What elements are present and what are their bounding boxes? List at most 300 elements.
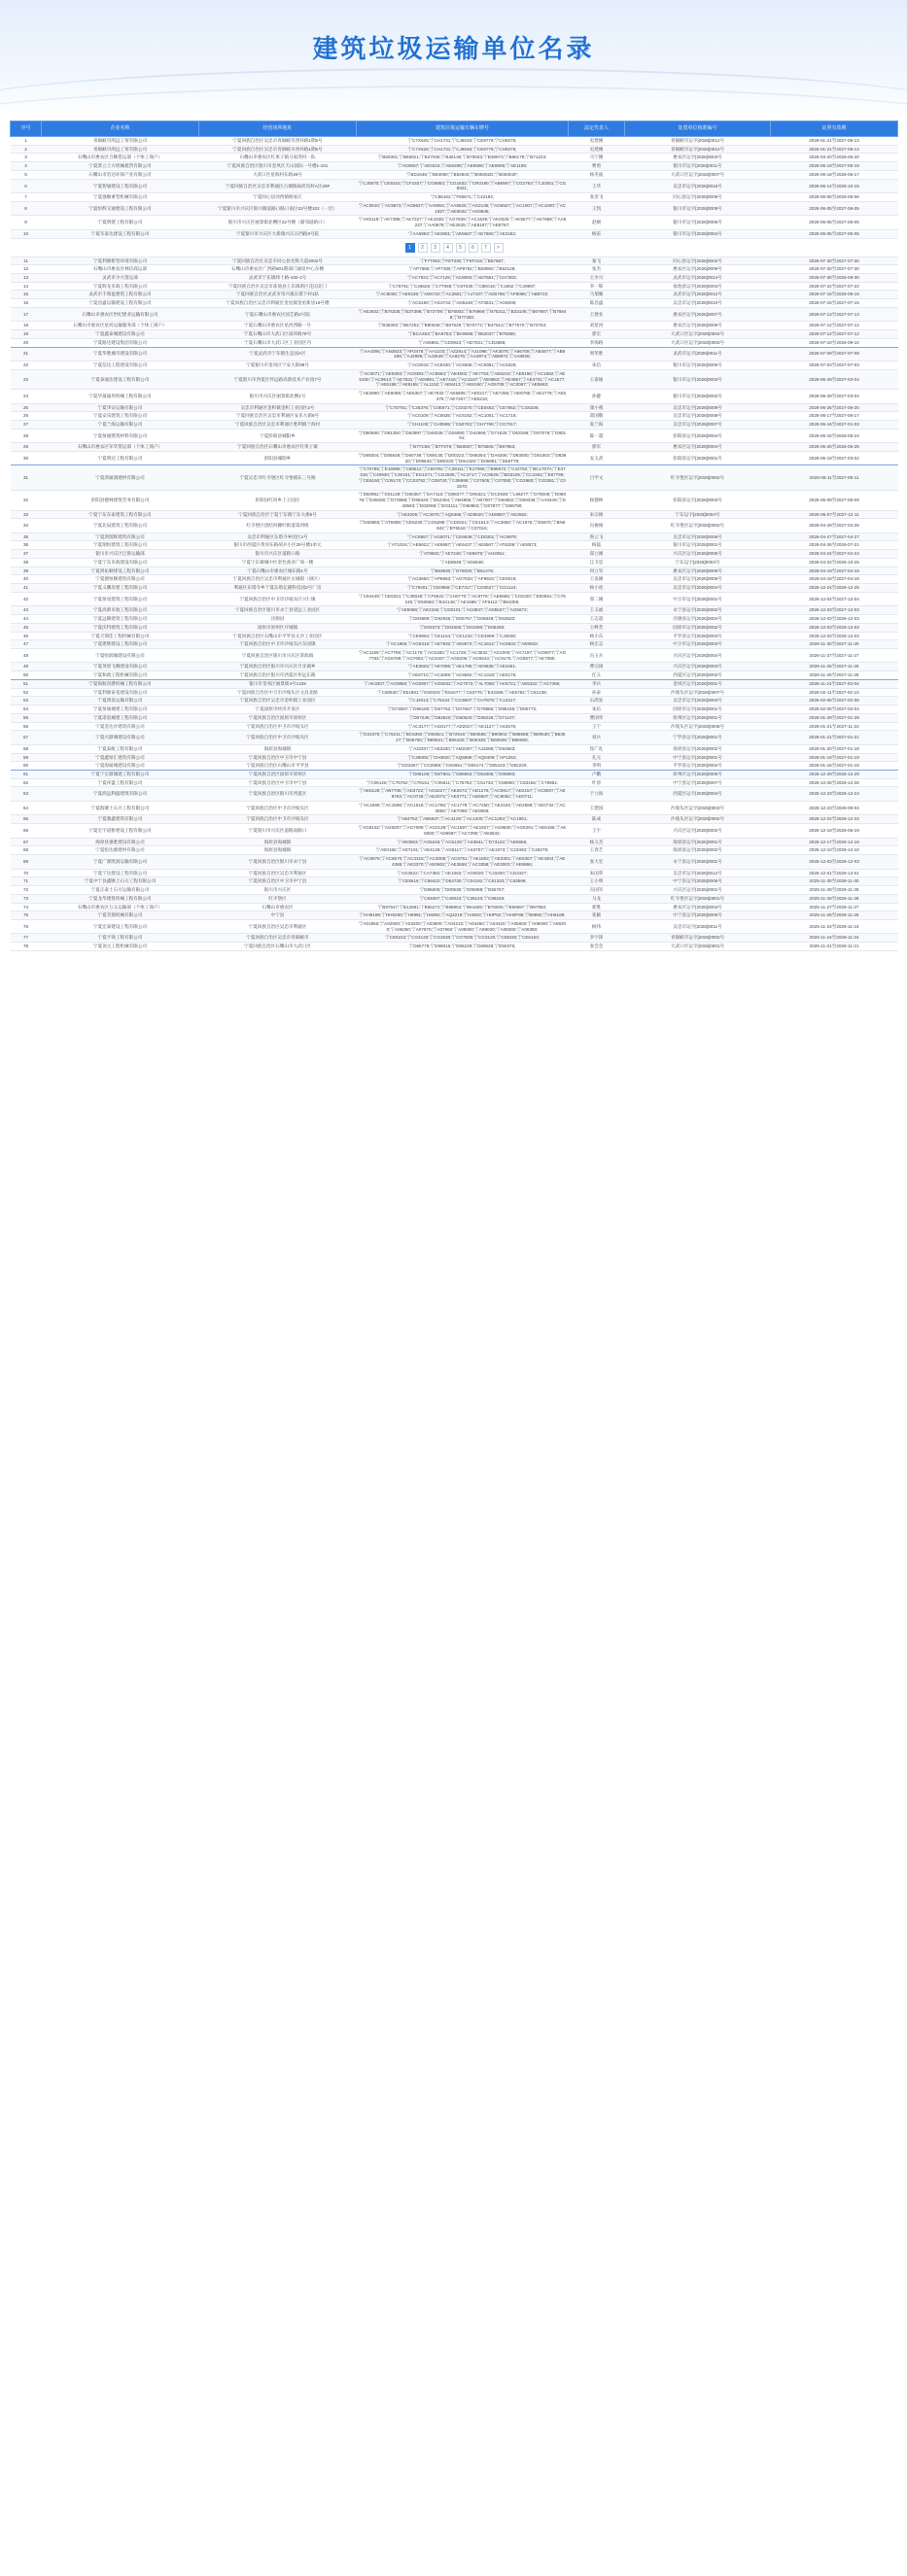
table-row: [11, 390, 898, 403]
cell-address: 银川市兴庆区: [199, 886, 357, 895]
cell-index: 16: [11, 299, 42, 308]
cell-address: 宁夏回族自治区中卫市沙坡头区: [199, 722, 357, 731]
cell-plates: 宁C79401;宁CE0958;宁CE7317;宁CG0527;宁CG1124;: [357, 584, 569, 593]
cell-legal-rep: 李海路: [569, 338, 625, 347]
cell-company-name: 宁夏兴鼎城建设有限公司: [42, 731, 199, 744]
cell-plates: 宁AK3307;宁AG0850;宁AG0907;宁AG6032;宁AG7073;宁AL7060;宁AK5721;宁AE5322;宁AG7369;: [357, 679, 569, 688]
cell-company-name: 宁夏鸿远利盛建筑有限公司: [42, 787, 199, 801]
table-row: [11, 663, 898, 671]
cell-legal-rep: 王峥芳: [569, 623, 625, 632]
cell-legal-rep: 孔元: [569, 753, 625, 762]
cell-address: 宁夏回族自治区吴忠市金积镇工业园区: [199, 697, 357, 705]
cell-validity: 2025-12-01至2026-12-01: [771, 869, 898, 877]
cell-address: 宁夏回族自治区吴忠市青铜峡市: [199, 934, 357, 943]
cell-plates: 宁F7T063;宁F6T330;宁F6T015;宁B67687;: [357, 257, 569, 265]
cell-license-no: 吴忠市运字[2026]0015号: [625, 179, 771, 192]
cell-company-name: 宁夏顶元工程机械有限公司: [42, 943, 199, 951]
cell-index: 15: [11, 291, 42, 299]
table-row: [11, 558, 898, 567]
cell-company-name: 宁夏智通建设工程有限公司: [42, 179, 199, 192]
pagination-page-button[interactable]: 1: [405, 243, 415, 253]
cell-index: 33: [11, 510, 42, 519]
cell-company-name: 宁夏义鹏房建工程有限公司: [42, 584, 199, 593]
cell-address: 红寺堡区: [199, 894, 357, 903]
cell-plates: 宁A01950;宁A02600;宁A03200;宁A03600;宁A04210;宁A04450;宁A04420;宁A05600;宁A06000;宁A06200;宁A06250;宁A07970;宁A07960;宁A08000;宁A08020;宁A08280;宁A08350;: [357, 919, 569, 933]
pagination-page-button[interactable]: 3: [431, 243, 440, 253]
cell-validity: 2026-07-30至2027-07-30: [771, 257, 898, 265]
cell-plates: 宁C86162;宁F80671;宁C42192;: [357, 193, 569, 202]
cell-index: 47: [11, 640, 42, 649]
pagination-page-button[interactable]: 2: [418, 243, 428, 253]
table-row: [11, 787, 898, 801]
cell-license-no: 宁东运字[2026]0004号: [625, 510, 771, 519]
cell-address: 宁夏回族自治区宁夏宁东镇宁东大街5号: [199, 510, 357, 519]
cell-validity: 2025-12-29至2026-12-29: [771, 771, 898, 779]
cell-legal-rep: 康小燕: [569, 403, 625, 412]
table-row: [11, 762, 898, 771]
table-row: [11, 216, 898, 229]
cell-validity: 2026-06-29至2027-03-04: [771, 390, 898, 403]
cell-address: 宁夏回族自治区中卫市中宁县: [199, 778, 357, 787]
cell-address: 宁夏回族自治区吴忠市利通区古城镇扁担沟村A区29#: [199, 179, 357, 192]
cell-index: 61: [11, 771, 42, 779]
cell-company-name: 宁夏强顺重型机械有限公司: [42, 193, 199, 202]
company-table: [10, 120, 898, 951]
cell-legal-rep: 杨宏志: [569, 640, 625, 649]
cell-company-name: 宁夏信达工程建设有限公司: [42, 361, 199, 370]
cell-plates: 宁AE8128;宁AB7706;宁AD3722;宁AG3227;宁AE2573;宁AD1275;宁AC0917;宁AE2157;宁AC8007;宁AE9763;宁AC0726;宁AE2073;宁AE3771;宁AD6507;宁AC9062;宁AD0711;: [357, 787, 569, 801]
cell-company-name: 宁夏德恒顺建筑有限公司: [42, 575, 199, 584]
cell-validity: 2026-07-30至2026-09-30: [771, 274, 898, 283]
cell-validity: 2026-06-05至2027-06-05: [771, 216, 898, 229]
cell-license-no: 大武口区运字[2026]0003号: [625, 338, 771, 347]
cell-validity: 2025-12-23至2026-12-24: [771, 787, 898, 801]
cell-legal-rep: 王义福: [569, 606, 625, 615]
cell-validity: 2026-06-15至2026-05-24: [771, 429, 898, 442]
cell-address: 宁夏彭阳县城阳乡: [199, 429, 357, 442]
cell-legal-rep: 郑立刚: [569, 550, 625, 559]
cell-index: 34: [11, 519, 42, 532]
cell-license-no: 彭阳县运字[2026]0004号: [625, 429, 771, 442]
cell-license-no: 银川市运字[2026]0002号: [625, 390, 771, 403]
cell-license-no: 中卫市运字[2026]0001号: [625, 592, 771, 605]
cell-company-name: 灵武市丰瑞盈建筑工程有限公司: [42, 291, 199, 299]
cell-index: 36: [11, 541, 42, 550]
cell-license-no: 泾源县运字[2026]0004号: [625, 615, 771, 624]
cell-license-no: 海原县运字[2026]0002号: [625, 744, 771, 753]
cell-index: 37: [11, 550, 42, 559]
cell-plates: 宁D73067;宁D99180;宁D67762;宁D07667;宁D79886;宁D95155;宁D85772;: [357, 705, 569, 714]
cell-plates: 宁D86605;宁D00536;宁D08398;宁D65767;: [357, 886, 569, 895]
cell-address: 海原县海城镇: [199, 838, 357, 846]
cell-index: 72: [11, 886, 42, 895]
table-row: [11, 815, 898, 824]
cell-address: 泾源县: [199, 615, 357, 624]
table-row: [11, 697, 898, 705]
cell-plates: 宁AT8602;宁AE7246;宁AE9678;宁AH2951;: [357, 550, 569, 559]
cell-address: 宁夏银川市兴庆区银川镇道路口路口南区22号楼102（一层）: [199, 201, 357, 215]
pagination-page-button[interactable]: 4: [443, 243, 453, 253]
cell-plates: 宁D50952;宁D01139;宁D60367;宁DA7110;宁D88377;宁D06321;宁DC2938;宁L66277;宁D75006;宁D06076;宁D38280;宁D73688;宁D95620;宁D52394;宁AB4855;宁AB7007;宁D64802;宁D09338;宁AA0449;宁D40593;宁D03098;宁DO3111;宁D90863;宁D07877;宁D86790;: [357, 491, 569, 510]
cell-legal-rep: 崔广礼: [569, 744, 625, 753]
cell-license-no: 吴忠市运字[2026]0007号: [625, 420, 771, 429]
cell-legal-rep: 史建刚: [569, 137, 625, 146]
cell-plates: 宁D03689;宁D82936;宁D05767;宁D06839;宁D63620;: [357, 615, 569, 624]
cell-index: 48: [11, 649, 42, 663]
cell-company-name: 宁夏沃特建筑工程有限公司: [42, 623, 199, 632]
cell-legal-rep: 冯国军: [569, 886, 625, 895]
cell-license-no: 彭阳县运字[2026]0001号: [625, 451, 771, 464]
cell-legal-rep: 王凯: [569, 201, 625, 215]
cell-company-name: 石嘴山市浩达环保产业有限公司: [42, 170, 199, 179]
cell-validity: 2026-11-25至2027-11-25: [771, 663, 898, 671]
cell-legal-rep: 于立海: [569, 787, 625, 801]
cell-index: 3: [11, 154, 42, 162]
cell-address: 利通区东塔寺乡宁夏东塔亿隆科技园2号厂房: [199, 584, 357, 593]
cell-validity: 2026-07-09至2027-07-09: [771, 347, 898, 361]
cell-legal-rep: 史建刚: [569, 145, 625, 154]
cell-index: 67: [11, 838, 42, 846]
cell-license-no: 兴庆区运字[2026]0005号: [625, 550, 771, 559]
cell-license-no: 中宁县运字[2025]0006号: [625, 877, 771, 886]
cell-index: 71: [11, 877, 42, 886]
table-row: [11, 369, 898, 389]
cell-legal-rep: 朱国荣: [569, 869, 625, 877]
cell-license-no: 海原县运字[2025]0001号: [625, 838, 771, 846]
cell-company-name: 宁夏高新市政工程有限公司: [42, 606, 199, 615]
cell-license-no: 青铜峡市运字[2026]0012号: [625, 145, 771, 154]
cell-address: 宁夏吴忠市红寺堡区红寺堡镇东三号路: [199, 465, 357, 491]
cell-index: 28: [11, 429, 42, 442]
cell-index: 17: [11, 307, 42, 321]
cell-plates: 宁D90560;宁D81350;宁D53997;宁D48339;宁D26090;宁D42666;宁D71625;宁D63198;宁D07078;宁D80191;: [357, 429, 569, 442]
cell-validity: 2025-12-10至2026-12-10: [771, 846, 898, 855]
cell-index: 30: [11, 451, 42, 464]
cell-index: 68: [11, 846, 42, 855]
cell-plates: 宁C7X626;宁CH1731;宁CJ8048;宁CE9776;宁CH9275;: [357, 145, 569, 154]
cell-plates: 宁AE5086;宁AE2246;宁CD0101;宁AC8837;宁AD5537;宁AG5672;: [357, 606, 569, 615]
cell-index: 44: [11, 615, 42, 624]
cell-validity: 2026-07-30至2027-07-30: [771, 265, 898, 274]
table-row: [11, 771, 898, 779]
pagination-page-button[interactable]: 7: [481, 243, 491, 253]
cell-plates: 宁AC3177;宁AG8177;宁AD2027;宁AE1127;宁AS2576;: [357, 722, 569, 731]
cell-company-name: 宁夏宇锋工程有限公司: [42, 934, 199, 943]
cell-validity: 2026-12-04至2027-12-04: [771, 592, 898, 605]
table-row: [11, 911, 898, 920]
cell-address: 宁夏石嘴山市惠农区城东路1号: [199, 567, 357, 575]
pagination-page-button[interactable]: 6: [469, 243, 478, 253]
cell-address: 宁夏银川市兴庆区大新镇兴庆宗西路3号院: [199, 229, 357, 238]
cell-index: 4: [11, 162, 42, 171]
cell-plates: 宁AE2890;宁AE6095;宁AE6357;宁AE7632;宁AE6806;宁AE0217;宁AE7255;宁AE6785;宁AE2778;宁AE5376;宁AE7267;宁AE6216;: [357, 390, 569, 403]
cell-plates: 宁AE0653;宁AG5246;宁AC5129;宁AS3841;宁D73122;宁AE6656;: [357, 838, 569, 846]
cell-license-no: 同心县运字[2026]0002号: [625, 257, 771, 265]
cell-company-name: 宁夏恒通建筑材料有限公司: [42, 429, 199, 442]
cell-license-no: 平罗县运字[2026]0002号: [625, 762, 771, 771]
cell-validity: 2026-12-03至2026-12-03: [771, 623, 898, 632]
cell-license-no: 海原县运字[2025]0002号: [625, 846, 771, 855]
cell-plates: 宁AE8710;宁AC1659;宁AC5562;宁AC1318;宁AE0175;: [357, 671, 569, 680]
cell-license-no: 大武口区运字[2026]0007号: [625, 170, 771, 179]
cell-index: 32: [11, 491, 42, 510]
cell-index: 14: [11, 282, 42, 291]
cell-legal-rep: 杨小东: [569, 632, 625, 640]
cell-index: 27: [11, 420, 42, 429]
cell-legal-rep: 郭胜: [569, 903, 625, 911]
cell-company-name: 宁夏海通城建设有限公司: [42, 762, 199, 771]
cell-plates: 宁AC7931;宁AC7129;宁AC8063;宁AD7661;宁CH7302;: [357, 274, 569, 283]
cell-company-name: 宁夏宏宇道桥建设工程有限公司: [42, 824, 199, 838]
cell-validity: 2026-12-03至2027-12-03: [771, 606, 898, 615]
cell-company-name: 宁夏明建工程有限公司: [42, 216, 199, 229]
table-row: [11, 778, 898, 787]
table-row: [11, 330, 898, 339]
cell-index: 7: [11, 193, 42, 202]
cell-validity: 2025-12-26至2026-12-26: [771, 778, 898, 787]
cell-legal-rep: 冯俊俊: [569, 519, 625, 532]
table-row: [11, 567, 898, 575]
table-row: [11, 584, 898, 593]
cell-license-no: 灵武市运字[2026]0012号: [625, 291, 771, 299]
cell-index: 13: [11, 274, 42, 283]
cell-company-name: 宁夏路达建设集团有限公司: [42, 338, 199, 347]
cell-license-no: 平罗县运字[2026]0003号: [625, 632, 771, 640]
cell-address: 宁夏回族自治区吴忠市利通区安乐大街8号: [199, 412, 357, 421]
cell-license-no: 大武口区运字[2025]0001号: [625, 943, 771, 951]
cell-license-no: 惠农区运字[2026]0003号: [625, 154, 771, 162]
cell-plates: 宁C06126;宁C76752;宁C78151;宁C05611;宁C75752;宁C51733;宁C58960;宁C63166;宁C78951;: [357, 778, 569, 787]
cell-license-no: 彭阳县运字[2026]0003号: [625, 491, 771, 510]
cell-company-name: 宁夏广源凯润运输有限公司: [42, 855, 199, 869]
cell-license-no: 吴忠市运字[2026]0006号: [625, 532, 771, 541]
header-company-name: 企业名称: [42, 121, 199, 137]
cell-legal-rep: 曹国华: [569, 713, 625, 722]
cell-address: 石嘴山市惠农区红果子镇马家湾村一队: [199, 154, 357, 162]
cell-address: 宁夏石嘴山市惠农区星河西路一号: [199, 322, 357, 330]
cell-plates: 宁AE3206;宁AC3070;宁AQ5386;宁AD9520;宁AD8987;宁AE2592;: [357, 510, 569, 519]
cell-address: 吴忠市利通区金积镇金积工业园区2号: [199, 403, 357, 412]
cell-legal-rep: 杨伟: [569, 919, 625, 933]
cell-plates: 宁AC1865;宁AG5316;宁AE7832;宁AE5973;宁AC1612;宁AC6632;宁AE8933;: [357, 640, 569, 649]
cell-company-name: 宁夏和政工程机械有限公司: [42, 671, 199, 680]
cell-plates: 宁AE3826;宁AE7096;宁AE1785;宁AE9638;宁AE2461;: [357, 663, 569, 671]
cell-company-name: 彭阳县德林建筑劳务有限公司: [42, 491, 199, 510]
cell-address: 宁夏回族自治区银川市西夏区: [199, 787, 357, 801]
cell-index: 70: [11, 869, 42, 877]
cell-legal-rep: 李一辉: [569, 282, 625, 291]
cell-index: 1: [11, 137, 42, 146]
cell-legal-rep: 鲁云飞: [569, 532, 625, 541]
cell-license-no: 大武口区运字[2026]0004号: [625, 330, 771, 339]
cell-license-no: 银川市运字[2026]0001号: [625, 541, 771, 550]
cell-legal-rep: 邱国敬: [569, 412, 625, 421]
table-row: [11, 615, 898, 624]
cell-legal-rep: 赵刚: [569, 216, 625, 229]
cell-company-name: 灵武市少兴货运部: [42, 274, 199, 283]
cell-license-no: 兴庆区运字[2026]0003号: [625, 663, 771, 671]
cell-validity: 2026-06-17至2027-06-17: [771, 412, 898, 421]
cell-company-name: 石嘴山市惠农区星河运输服务部（个体工商户）: [42, 322, 199, 330]
cell-index: 22: [11, 361, 42, 370]
cell-plates: 宁AC6160;宁AG3742;宁AD5248;宁AT3831;宁AG6006;: [357, 299, 569, 308]
cell-license-no: 银川市运字[2026]0006号: [625, 216, 771, 229]
cell-index: 35: [11, 532, 42, 541]
cell-address: 宁夏回族自治区吴忠市利通区胜利镇兰海村: [199, 420, 357, 429]
cell-license-no: 宁罗县运字[2026]0001号: [625, 731, 771, 744]
cell-address: 固原市原州区开城镇: [199, 623, 357, 632]
cell-plates: 宁AB4752;宁AB6637;宁AC4129;宁AC1200;宁AC1263;宁AC1861;: [357, 815, 569, 824]
cell-license-no: 红寺堡区运字[2026]0002号: [625, 465, 771, 491]
cell-legal-rep: 李兵: [569, 679, 625, 688]
cell-legal-rep: 王建业: [569, 307, 625, 321]
cell-address: 银川市金凤区丽景街4号1429: [199, 679, 357, 688]
cell-company-name: 青铜峡市鸿远工贸有限公司: [42, 137, 199, 146]
header-address: 经营场所地址: [199, 121, 357, 137]
table-row: [11, 137, 898, 146]
cell-company-name: 宁夏华晟通用机械工程有限公司: [42, 390, 199, 403]
cell-plates: 宁C76761;宁C46626;宁C7T068;宁C6T035;宁C8E016;宁C1892;宁C49997;: [357, 282, 569, 291]
table-row: [11, 265, 898, 274]
cell-license-no: 兴庆区运字[2026]0004号: [625, 649, 771, 663]
cell-legal-rep: 杨义杰: [569, 838, 625, 846]
cell-index: 63: [11, 787, 42, 801]
cell-plates: 宁AS6891;宁CD0923;宁AD7021;宁CD2586;: [357, 338, 569, 347]
cell-company-name: 宁夏海航帝爵机械工程有限公司: [42, 679, 199, 688]
cell-company-name: 宁夏天瑞佳工程机械有限公司: [42, 632, 199, 640]
cell-address: 宁夏银川市金凤区宁安大街98号: [199, 361, 357, 370]
header-plates: 建筑垃圾运输车辆车牌号: [357, 121, 569, 137]
cell-validity: 2025-11-25至2026-11-25: [771, 911, 898, 920]
cell-license-no: 吴忠市运字[2026]0009号: [625, 403, 771, 412]
table-row: [11, 145, 898, 154]
cell-address: 宁夏同心县河西镇杨家庄: [199, 193, 357, 202]
cell-address: 宁夏回族自治区中卫市沙坡头区兴仁镇: [199, 592, 357, 605]
cell-legal-rep: 郑二刚: [569, 592, 625, 605]
cell-index: 49: [11, 663, 42, 671]
cell-license-no: 中卫市运字[2026]0003号: [625, 640, 771, 649]
cell-legal-rep: 曹勇: [569, 162, 625, 171]
cell-license-no: 吴忠市运字[2026]0003号: [625, 697, 771, 705]
cell-index: 69: [11, 855, 42, 869]
cell-company-name: 宁夏祥盛工程有限公司: [42, 778, 199, 787]
cell-plates: 宁AC0109;宁AC5635;宁AC6152;宁AC1001;宁AC1716;: [357, 412, 569, 421]
cell-validity: 2026-01-21至2027-09-13: [771, 145, 898, 154]
cell-index: 12: [11, 265, 42, 274]
table-row: [11, 744, 898, 753]
cell-plates: 宁CJ2013;宁C75234;宁CG3807;宁CH7878;宁C13317;: [357, 697, 569, 705]
cell-plates: 宁AA6963;宁AE3601;宁AE5667;宁AE7660;宁AE3182;: [357, 229, 569, 238]
cell-index: 60: [11, 762, 42, 771]
pagination-next-button[interactable]: >: [494, 243, 504, 253]
pagination: [13, 240, 896, 256]
table-row: [11, 649, 898, 663]
cell-license-no: 惠农区运字[2026]0006号: [625, 567, 771, 575]
cell-validity: 2026-11-27至2027-11-27: [771, 649, 898, 663]
cell-license-no: 吴忠市运字[2026]0005号: [625, 575, 771, 584]
cell-address: 银川市西夏区黄河东路胡兵小区29号楼1单元: [199, 541, 357, 550]
cell-validity: 2026-04-24至2027-04-24: [771, 550, 898, 559]
header-validity: 证照有效期: [771, 121, 898, 137]
cell-plates: 宁C7X626;宁CH1731;宁CJ8048;宁CE9776;宁CH9275;: [357, 137, 569, 146]
pagination-page-button[interactable]: 5: [456, 243, 466, 253]
cell-license-no: 沙坡头区运字[2026]0006号: [625, 722, 771, 731]
cell-license-no: 同心县运字[2026]0008号: [625, 193, 771, 202]
cell-plates: 宁AP7686;宁AP7306;宁AP8782;宁B29060;宁B53128;: [357, 265, 569, 274]
cell-company-name: 宁夏宁东东泰建筑工程有限公司: [42, 510, 199, 519]
table-row: [11, 229, 898, 238]
cell-index: 50: [11, 671, 42, 680]
cell-company-name: 宁夏恒通城建工程有限公司: [42, 705, 199, 714]
table-row: [11, 886, 898, 895]
cell-legal-rep: 杨德林: [569, 491, 625, 510]
cell-validity: 2025-11-24至2026-11-24: [771, 919, 898, 933]
cell-company-name: 宁夏英创飞腾建设有限公司: [42, 663, 199, 671]
cell-address: 银川市兴庆区丽景街北侧1号: [199, 390, 357, 403]
cell-validity: 2025-11-27至2026-11-27: [771, 903, 898, 911]
cell-company-name: 宁夏鸿佑顺建设工程有限公司: [42, 567, 199, 575]
cell-legal-rep: 王志超: [569, 615, 625, 624]
cell-index: 25: [11, 403, 42, 412]
cell-license-no: 固原市运字[2026]0001号: [625, 705, 771, 714]
cell-license-no: 西夏区运字[2026]0002号: [625, 671, 771, 680]
cell-validity: 2026-03-20至2026-06-20: [771, 154, 898, 162]
cell-validity: 2026-07-12至2027-07-12: [771, 322, 898, 330]
table-row: [11, 541, 898, 550]
cell-address: 宁夏回族自治区银川市兴庆区掌政镇: [199, 649, 357, 663]
page-title: 建筑垃圾运输单位名录: [312, 34, 595, 63]
table-row: [11, 753, 898, 762]
table-row: [11, 179, 898, 192]
cell-validity: 2026-12-03至2026-12-03: [771, 632, 898, 640]
cell-legal-rep: 郭宏: [569, 330, 625, 339]
cell-company-name: 宁夏泰通达建设工程有限公司: [42, 369, 199, 389]
cell-validity: 2026-01-21至2027-01-21: [771, 731, 898, 744]
cell-legal-rep: 杨冬波: [569, 170, 625, 179]
cell-legal-rep: 郭军: [569, 443, 625, 452]
cell-license-no: 西夏区运字[2025]0004号: [625, 787, 771, 801]
cell-index: 54: [11, 705, 42, 714]
cell-address: 宁夏回族自治区中卫市沙坡头区东园镇: [199, 640, 357, 649]
table-row: [11, 903, 898, 911]
cell-legal-rep: 冯玉兵: [569, 649, 625, 663]
table-row: [11, 679, 898, 688]
cell-license-no: 惠农区运字[2026]0004号: [625, 443, 771, 452]
cell-validity: 2026-07-12至2027-07-12: [771, 330, 898, 339]
table-row: [11, 519, 898, 532]
cell-legal-rep: 任义: [569, 671, 625, 680]
cell-company-name: 宁夏中宁县鑫顺土石方工程有限公司: [42, 877, 199, 886]
cell-plates: 宁B35393;宁B57252;宁B80538;宁B67629;宁B70772;宁B47513;宁B77670;宁B70753;: [357, 322, 569, 330]
cell-validity: 2026-06-14至2026-10-15: [771, 179, 898, 192]
table-row: [11, 154, 898, 162]
cell-validity: 2025-12-22至2026-12-22: [771, 815, 898, 824]
table-row: [11, 877, 898, 886]
cell-legal-rep: 马瑞翼: [569, 291, 625, 299]
cell-validity: 2026-01-20至2027-01-18: [771, 744, 898, 753]
cell-plates: 宁C70785;宁E16965;宁C65512;宁C60782;宁C39111;宁E17066;宁B95672;宁C42762;宁BC1707A;宁E47316;宁C40930;宁C30151;宁EG1071;宁CG2505;宁AC3717;宁AC9526;宁BD3225;宁CC2353;宁E87799;宁CE6150;宁C05170;宁CC03782;宁C09720;宁C08698;宁C07605;宁C07080;宁CG2980;宁C03381;宁C01570;: [357, 465, 569, 491]
header-legal-rep: 法定代表人: [569, 121, 625, 137]
cell-validity: 2026-06-18至2026-06-17: [771, 170, 898, 179]
cell-plates: 宁CE9964;宁CE1154;宁CE1232;宁CE3969;宁CJ2838;: [357, 632, 569, 640]
cell-address: 宁夏回族自治区吴忠市青铜峡市西环路1期5号: [199, 145, 357, 154]
cell-company-name: 石嘴山市惠农区军华货运部（个体工商户）: [42, 443, 199, 452]
table-row: [11, 801, 898, 814]
cell-index: 53: [11, 697, 42, 705]
cell-address: 石嘴山市惠农区广西路801期部门通讯中心东侧: [199, 265, 357, 274]
cell-index: 2: [11, 145, 42, 154]
table-row: [11, 338, 898, 347]
